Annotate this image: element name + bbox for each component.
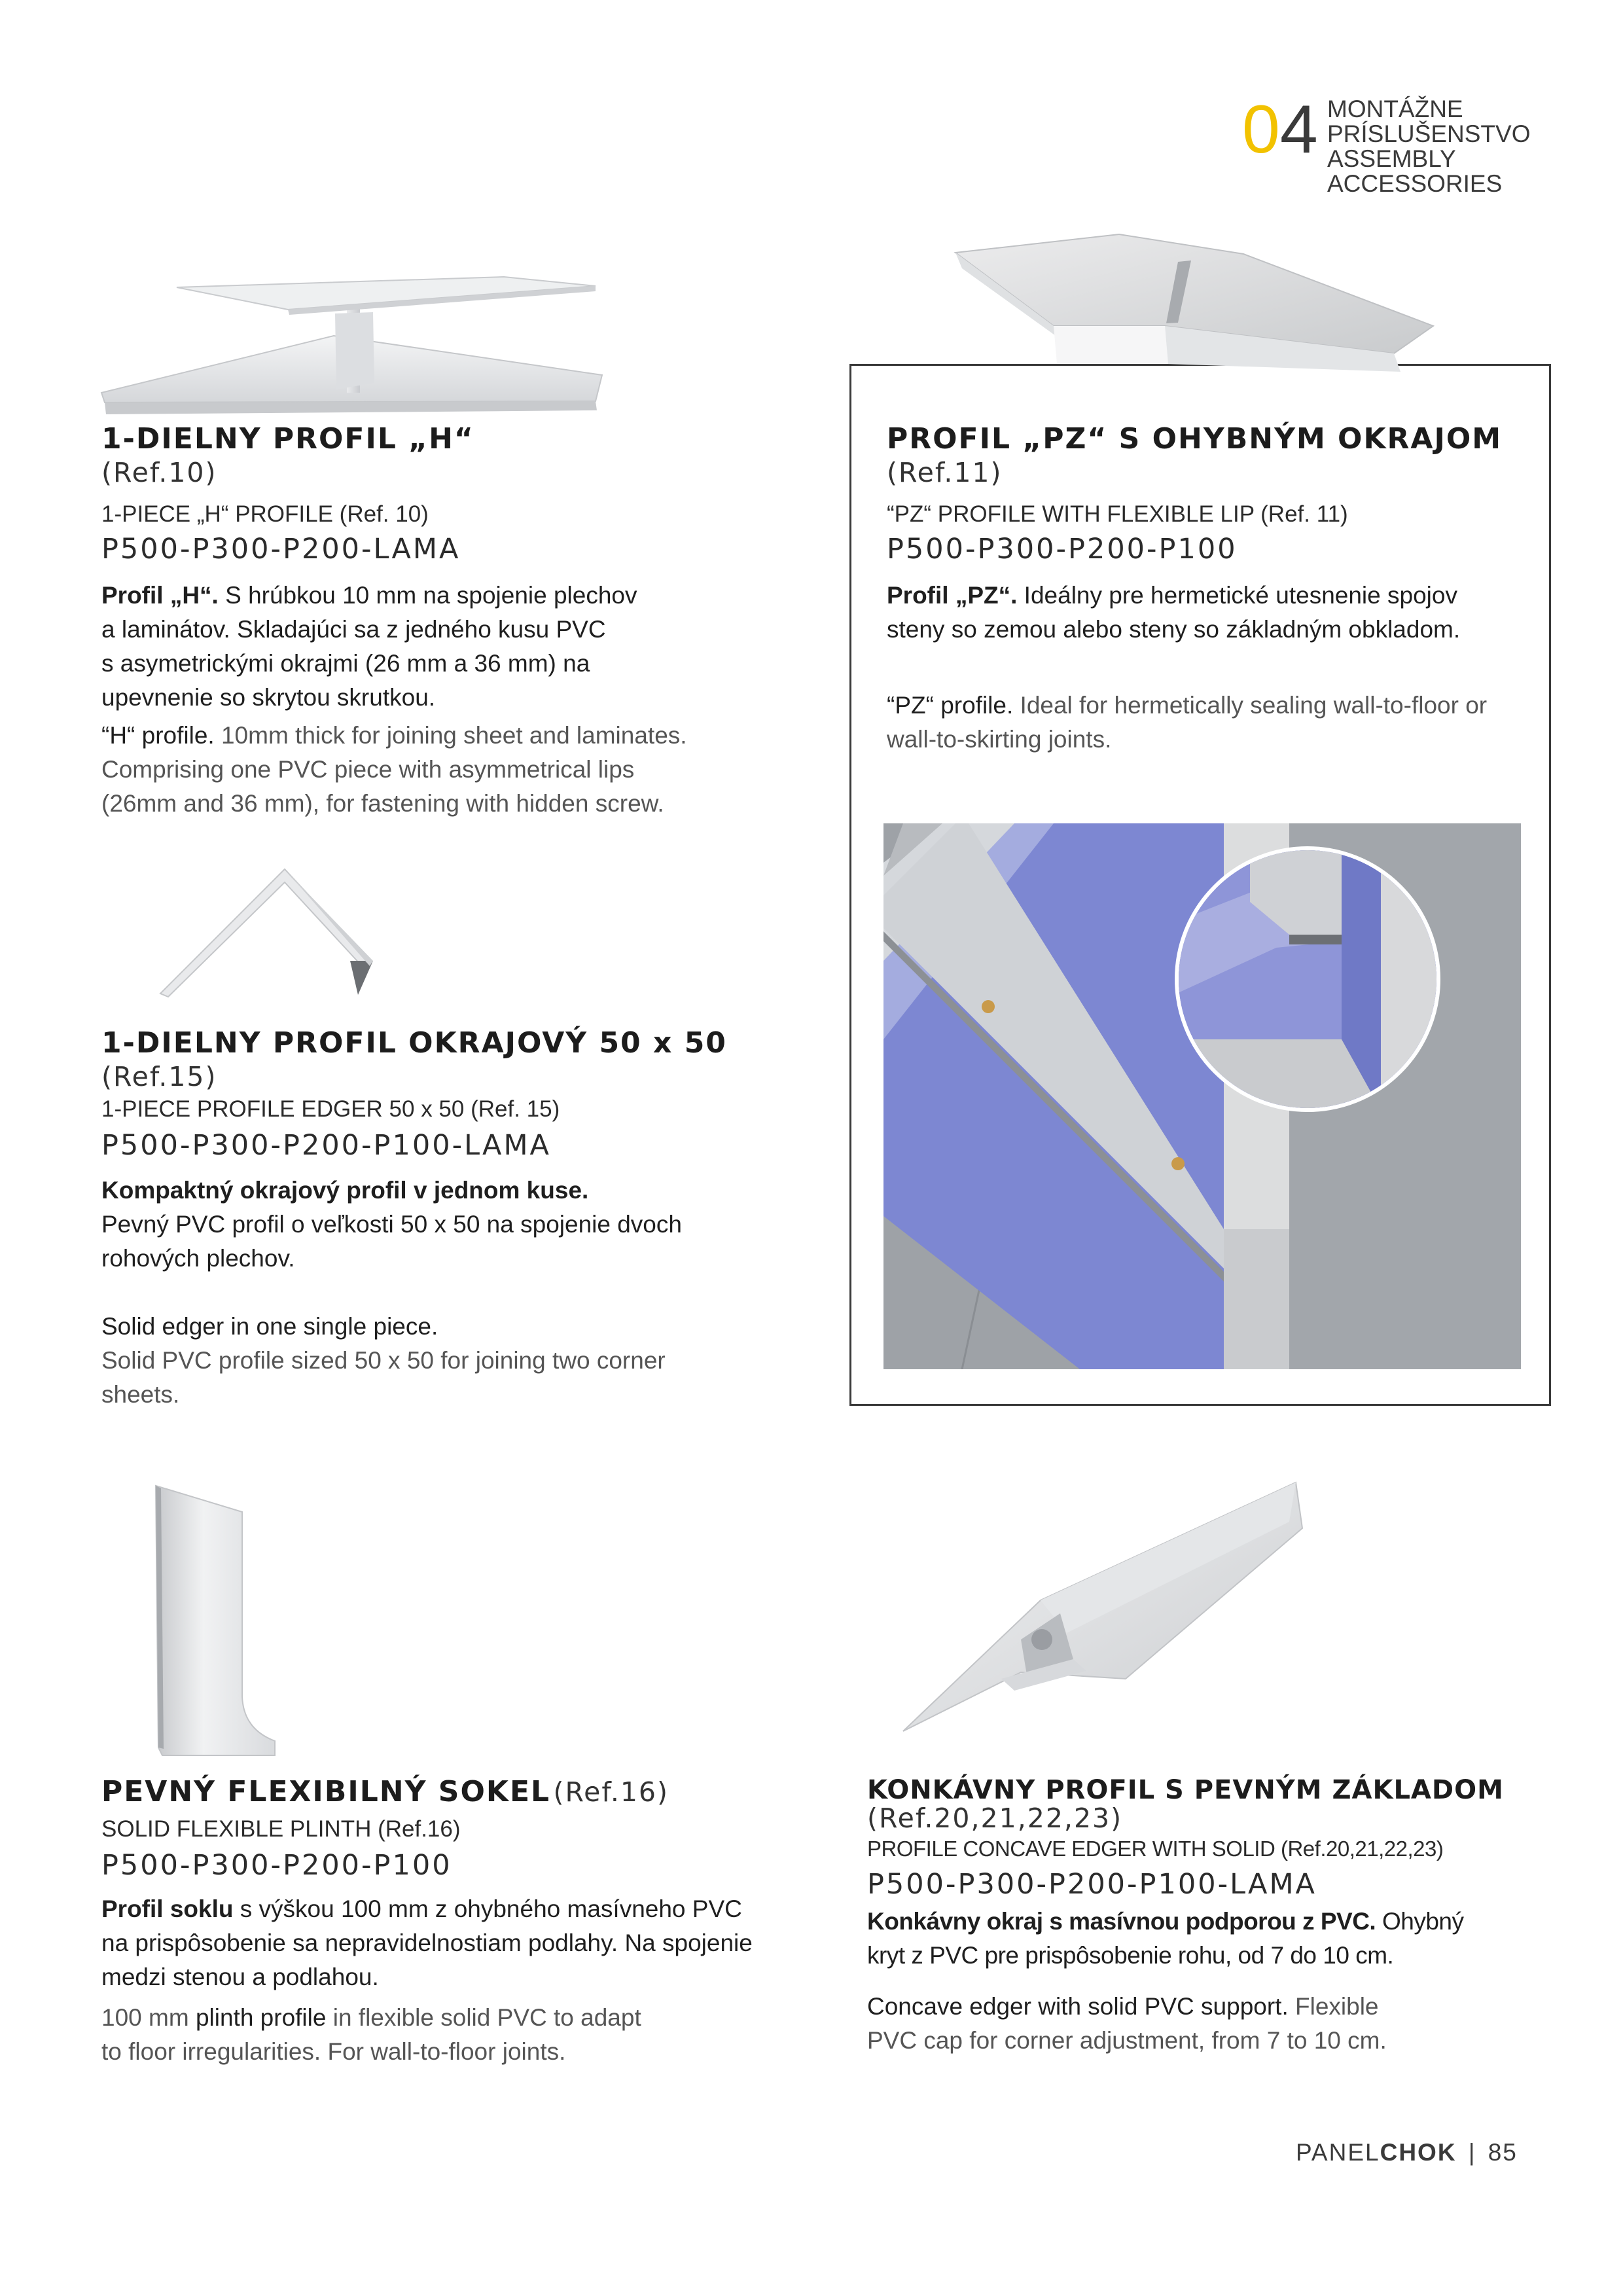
edger-profile-desc-sk-line2: rohových plechov. [101,1245,295,1272]
h-profile-title-en: 1-PIECE „H“ PROFILE (Ref. 10) [101,501,429,527]
plinth-title-row [101,1775,821,1808]
h-profile-desc-sk [101,579,821,715]
h-profile-desc-sk-line3: s asymetrickými okrajmi (26 mm a 36 mm) na [101,650,590,677]
h-profile-desc-en [101,719,821,821]
edger-profile-desc-en-bold: Solid edger in one single piece. [101,1313,438,1340]
pz-profile-title: PROFIL „PZ“ S OHYBNÝM OKRAJOM [887,422,1503,456]
h-profile-desc-sk-line1: S hrúbkou 10 mm na spojenie plechov [218,582,637,609]
pz-profile-desc-sk-line2: steny so zemou alebo steny so základným obkladom. [887,616,1461,643]
concave-block [867,1775,1554,2058]
pz-profile-codes: P500-P300-P200-P100 [887,533,1238,565]
footer-brand-light: PANEL [1296,2139,1380,2166]
plinth-codes: P500-P300-P200-P100 [101,1849,452,1882]
plinth-title: PEVNÝ FLEXIBILNÝ SOKEL [101,1775,551,1808]
section-number-digit-4: 4 [1279,92,1318,168]
pz-profile-title-en: “PZ“ PROFILE WITH FLEXIBLE LIP (Ref. 11) [887,501,1348,527]
plinth-desc-sk-line1: s výškou 100 mm z ohybného masívneho PVC [233,1895,742,1922]
plinth-block [101,1775,821,2069]
page-footer [1296,2139,1518,2166]
concave-ref: (Ref.20,21,22,23) [867,1803,1123,1834]
plinth-image [144,1480,288,1762]
pz-installation-illustration [883,823,1521,1369]
section-title-en-line1: ASSEMBLY [1327,145,1456,172]
footer-separator: | [1468,2139,1476,2166]
plinth-ref: (Ref.16) [553,1776,669,1808]
concave-desc-en-line1: Flexible [1288,1993,1379,2020]
edger-profile-desc-en-line1: Solid PVC profile sized 50 x 50 for joining two corner [101,1347,666,1374]
plinth-desc-sk-line2: na prispôsobenie sa nepravidelnostiam podlahy. Na spojenie [101,1929,753,1956]
pz-profile-desc-sk-line1: Ideálny pre hermetické utesnenie spojov [1017,582,1457,609]
plinth-desc-en [101,2001,821,2069]
section-title-sk-line2: PRÍSLUŠENSTVO [1327,120,1531,147]
edger-profile-title-en: 1-PIECE PROFILE EDGER 50 x 50 (Ref. 15) [101,1096,560,1122]
plinth-desc-en-pre: 100 mm [101,2004,196,2031]
h-profile-desc-en-bold: “H“ profile. [101,722,215,749]
concave-desc-en [867,1990,1554,2058]
h-profile-desc-sk-bold: Profil „H“. [101,582,219,609]
plinth-desc-en-bold: plinth profile [195,2004,327,2031]
edger-profile-desc-en [101,1310,821,1412]
pz-profile-image [942,208,1440,378]
page-number: 85 [1488,2139,1518,2166]
concave-profile-image [897,1463,1315,1744]
edger-profile-image [154,863,389,1000]
section-number-digit-0: 0 [1242,92,1280,168]
pz-profile-desc-en-bold: “PZ“ profile. [887,692,1014,719]
edger-profile-desc-sk-line1: Pevný PVC profil o veľkosti 50 x 50 na spojenie dvoch [101,1211,682,1238]
pz-profile-ref: (Ref.11) [887,457,1003,488]
edger-profile-codes: P500-P300-P200-P100-LAMA [101,1129,551,1162]
section-header [1242,90,1556,202]
h-profile-desc-sk-line4: upevnenie so skrytou skrutkou. [101,684,436,711]
edger-profile-title: 1-DIELNY PROFIL OKRAJOVÝ 50 x 50 [101,1026,727,1060]
pz-profile-desc-en-line1: Ideal for hermetically sealing wall-to-floor or [1013,692,1488,719]
section-title [1327,97,1530,196]
h-profile-desc-sk-line2: a laminátov. Skladajúci sa z jedného kusu PVC [101,616,606,643]
plinth-desc-en-line1: in flexible solid PVC to adapt [326,2004,641,2031]
section-number [1242,92,1318,168]
section-title-en-line2: ACCESSORIES [1327,170,1503,197]
concave-desc-sk-line2: kryt z PVC pre prispôsobenie rohu, od 7 do 10 cm. [867,1942,1394,1969]
h-profile-codes: P500-P300-P200-LAMA [101,533,461,565]
edger-profile-ref: (Ref.15) [101,1061,217,1092]
plinth-desc-en-line2: to floor irregularities. For wall-to-floor joints. [101,2038,566,2065]
concave-title: KONKÁVNY PROFIL S PEVNÝM ZÁKLADOM [867,1775,1504,1805]
plinth-desc-sk-bold: Profil soklu [101,1895,234,1922]
pz-profile-block [887,422,1541,757]
section-title-sk-line1: MONTÁŽNE [1327,96,1463,122]
pz-profile-desc-en [887,689,1541,757]
plinth-title-en: SOLID FLEXIBLE PLINTH (Ref.16) [101,1816,461,1842]
h-profile-ref: (Ref.10) [101,457,217,488]
edger-profile-desc-sk [101,1174,821,1276]
concave-desc-sk [867,1905,1554,1973]
concave-codes: P500-P300-P200-P100-LAMA [867,1868,1317,1901]
h-profile-desc-en-line1: 10mm thick for joining sheet and laminates. [214,722,687,749]
plinth-desc-sk [101,1892,821,1994]
edger-profile-desc-en-line2: sheets. [101,1381,180,1408]
concave-desc-en-line2: PVC cap for corner adjustment, from 7 to 10 cm. [867,2027,1387,2054]
concave-desc-en-bold: Concave edger with solid PVC support. [867,1993,1289,2020]
h-profile-title: 1-DIELNY PROFIL „H“ [101,422,474,456]
pz-profile-desc-sk-bold: Profil „PZ“. [887,582,1018,609]
plinth-desc-sk-line3: medzi stenou a podlahou. [101,1964,379,1990]
concave-desc-sk-line1: Ohybný [1376,1908,1464,1935]
pz-profile-desc-sk [887,579,1541,647]
concave-desc-sk-bold: Konkávny okraj s masívnou podporou z PVC. [867,1908,1376,1935]
concave-title-en: PROFILE CONCAVE EDGER WITH SOLID (Ref.20,21,22,23) [867,1837,1444,1861]
pz-profile-desc-en-line2: wall-to-skirting joints. [887,726,1112,753]
h-profile-desc-en-line2: Comprising one PVC piece with asymmetrical lips [101,756,635,783]
h-profile-image [85,259,609,419]
h-profile-desc-en-line3: (26mm and 36 mm), for fastening with hidden screw. [101,790,664,817]
edger-profile-desc-sk-bold: Kompaktný okrajový profil v jednom kuse. [101,1177,589,1204]
h-profile-block [101,422,821,821]
footer-brand-bold: CHOK [1380,2139,1457,2166]
edger-profile-block [101,1026,821,1412]
